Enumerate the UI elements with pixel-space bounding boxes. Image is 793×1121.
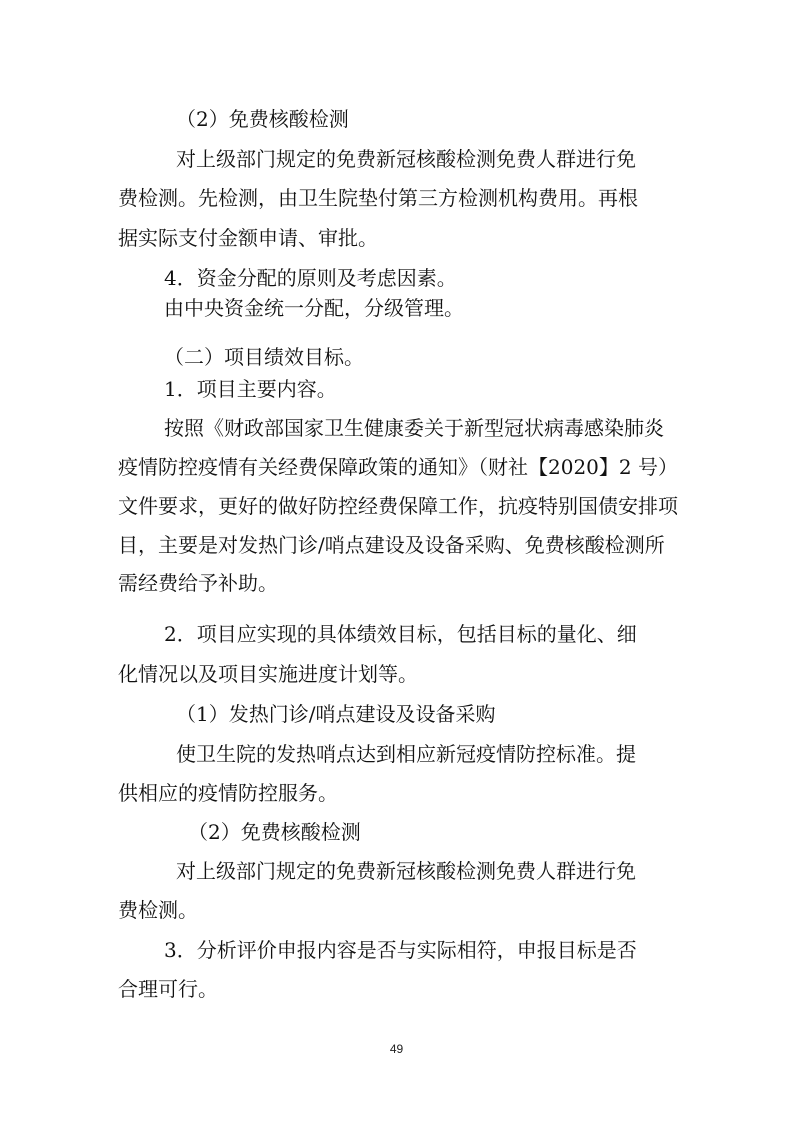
text-line: 费检测。先检测，由卫生院垫付第三方检测机构费用。再根 xyxy=(118,186,638,210)
text-line: 由中央资金统一分配，分级管理。 xyxy=(164,296,464,320)
text-line: 文件要求，更好的做好防控经费保障工作，抗疫特别国债安排项 xyxy=(118,494,678,518)
page-number: 49 xyxy=(389,1042,404,1056)
text-line: 对上级部门规定的免费新冠核酸检测免费人群进行免 xyxy=(176,147,636,171)
text-line: （1）发热门诊/哨点建设及设备采购 xyxy=(176,702,496,726)
text-line: 2．项目应实现的具体绩效目标，包括目标的量化、细 xyxy=(164,622,637,646)
text-line: 据实际支付金额申请、审批。 xyxy=(118,226,378,250)
text-line: 使卫生院的发热哨点达到相应新冠疫情防控标准。提 xyxy=(176,742,636,766)
text-line: 目，主要是对发热门诊/哨点建设及设备采购、免费核酸检测所 xyxy=(118,533,665,557)
text-line: 供相应的疫情防控服务。 xyxy=(118,781,338,805)
text-line: 需经费给予补助。 xyxy=(118,571,278,595)
text-line: 1．项目主要内容。 xyxy=(164,377,337,401)
text-line: 疫情防控疫情有关经费保障政策的通知》（财社【2020】2 号） xyxy=(118,455,678,479)
text-line: 3．分析评价申报内容是否与实际相符，申报目标是否 xyxy=(164,938,637,962)
text-line: 合理可行。 xyxy=(118,977,218,1001)
text-line: 费检测。 xyxy=(118,898,198,922)
text-line: （2）免费核酸检测 xyxy=(188,820,361,844)
section-heading: （二）项目绩效目标。 xyxy=(164,345,364,369)
text-line: 化情况以及项目实施进度计划等。 xyxy=(118,662,418,686)
text-line: （2）免费核酸检测 xyxy=(176,107,349,131)
text-line: 4．资金分配的原则及考虑因素。 xyxy=(164,266,457,290)
text-line: 对上级部门规定的免费新冠核酸检测免费人群进行免 xyxy=(176,859,636,883)
text-line: 按照《财政部国家卫生健康委关于新型冠状病毒感染肺炎 xyxy=(164,416,664,440)
